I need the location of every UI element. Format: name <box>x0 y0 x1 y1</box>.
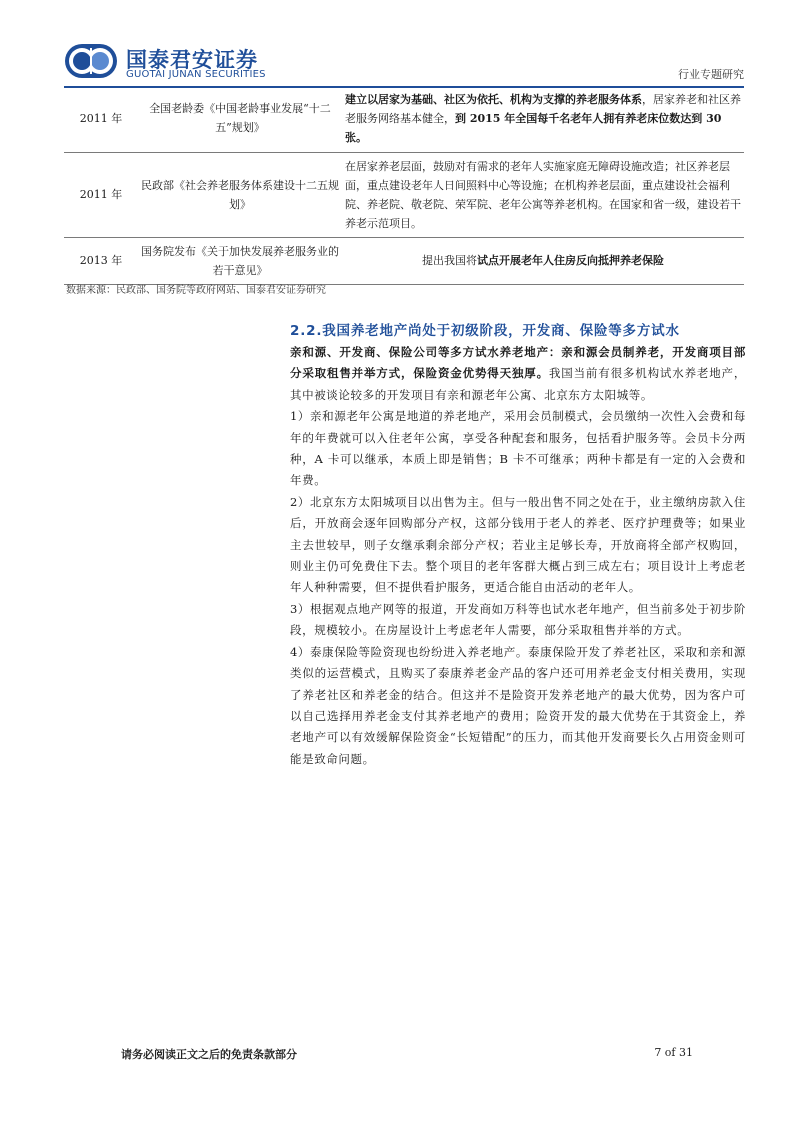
policy-table <box>64 85 744 285</box>
row-source: 国务院发布《关于加快发展养老服务业的若干意见》 <box>138 237 342 284</box>
disclaimer-note: 请务必阅读正文之后的免责条款部分 <box>121 1048 297 1061</box>
body-paragraph: 3）根据观点地产网等的报道，开发商如万科等也试水老年地产，但当前多处于初步阶段，规模较小。在房屋设计上考虑老年人需要，部分采取租售并举的方式。 <box>290 601 746 638</box>
report-category: 行业专题研究 <box>678 68 744 81</box>
table-row <box>64 237 744 284</box>
table-row <box>64 152 744 237</box>
content-text: ，居家养老和社区养老服务网络基本健全， <box>345 92 741 125</box>
logo-chinese-name: 国泰君安证券 <box>126 48 258 72</box>
content-text: 提出我国将 <box>422 254 477 267</box>
row-year: 2013 年 <box>64 237 138 284</box>
row-year: 2011 年 <box>64 152 138 237</box>
content-bold: 建立以居家为基础、社区为依托、机构为支撑的养老服务体系 <box>345 92 642 106</box>
content-bold: 到 2015 年全国每千名老年人拥有养老床位数达到 30 张。 <box>345 111 722 144</box>
row-content <box>342 85 744 152</box>
section-number: 2.2. <box>290 323 323 339</box>
content-bold: 试点开展老年人住房反向抵押养老保险 <box>477 254 664 267</box>
row-source: 全国老龄委《中国老龄事业发展“十二五”规划》 <box>138 85 342 152</box>
table-row <box>64 85 744 152</box>
lead-text: 亲和源、开发商、保险公司等多方试水养老地产：亲和源会员制养老，开发商项目部分采取租售并举方式，保险资金优势得天独厚。 <box>290 345 746 381</box>
section-title-text: 我国养老地产尚处于初级阶段，开发商、保险等多方试水 <box>322 323 680 339</box>
section-lead-paragraph <box>290 342 746 406</box>
row-source: 民政部《社会养老服务体系建设十二五规划》 <box>138 152 342 237</box>
body-paragraph: 2）北京东方太阳城项目以出售为主。但与一般出售不同之处在于，业主缴纳房款入住后，开放商会逐年回购部分产权，这部分钱用于老人的养老、医疗护理费等；如果业主去世较早，则子女继承剩余部分产权；若业主足够长寿，开放商将全部产权购回，则业主仍可免费住下去。整个项目的老年客群大概占到三成左右；项目设计上考虑老年人种种需要，但不提供看护服务，更适合能自由活动的老年人。 <box>290 494 746 595</box>
row-content: 在居家养老层面，鼓励对有需求的老年人实施家庭无障碍设施改造；社区养老层面，重点建设老年人日间照料中心等设施；在机构养老层面，重点建设社会福利院、养老院、敬老院、荣军院、老年公寓等养老机构。在国家和省一级，建设若干养老示范项目。 <box>342 152 744 237</box>
body-paragraph: 1）亲和源老年公寓是地道的养老地产，采用会员制模式，会员缴纳一次性入会费和每年的年费就可以入住老年公寓，享受各种配套和服务，包括看护服务等。会员卡分两种，A 卡可以继承，本质上即是销售；B 卡不可继承；两种卡都是有一定的入会费和年费。 <box>290 409 746 488</box>
row-year: 2011 年 <box>64 85 138 152</box>
guotai-junan-logo-icon <box>64 42 118 80</box>
row-content <box>342 237 744 284</box>
section-title <box>290 320 746 342</box>
data-source-note: 数据来源：民政部、国务院等政府网站、国泰君安证券研究 <box>66 285 326 296</box>
page-header <box>64 42 744 86</box>
section-2-2 <box>290 320 746 770</box>
intro-text: 我国当前有很多机构试水养老地产，其中被谈论较多的开发项目有亲和源老年公寓、北京东方太阳城等。 <box>290 366 746 402</box>
page-number: 7 of 31 <box>654 1046 693 1059</box>
body-paragraph: 4）泰康保险等险资现也纷纷进入养老地产。泰康保险开发了养老社区，采取和亲和源类似的运营模式，且购买了泰康养老金产品的客户还可用养老金支付相关费用，实现了养老社区和养老金的结合。但这并不是险资开发养老地产的最大优势，因为客户可以自己选择用养老金支付其养老地产的费用；险资开发的最大优势在于其资金上，养老地产可以有效缓解保险资金“长短错配”的压力，而其他开发商要长久占用资金则可能是致命问题。 <box>290 644 746 766</box>
logo-english-name: GUOTAI JUNAN SECURITIES <box>126 69 266 80</box>
